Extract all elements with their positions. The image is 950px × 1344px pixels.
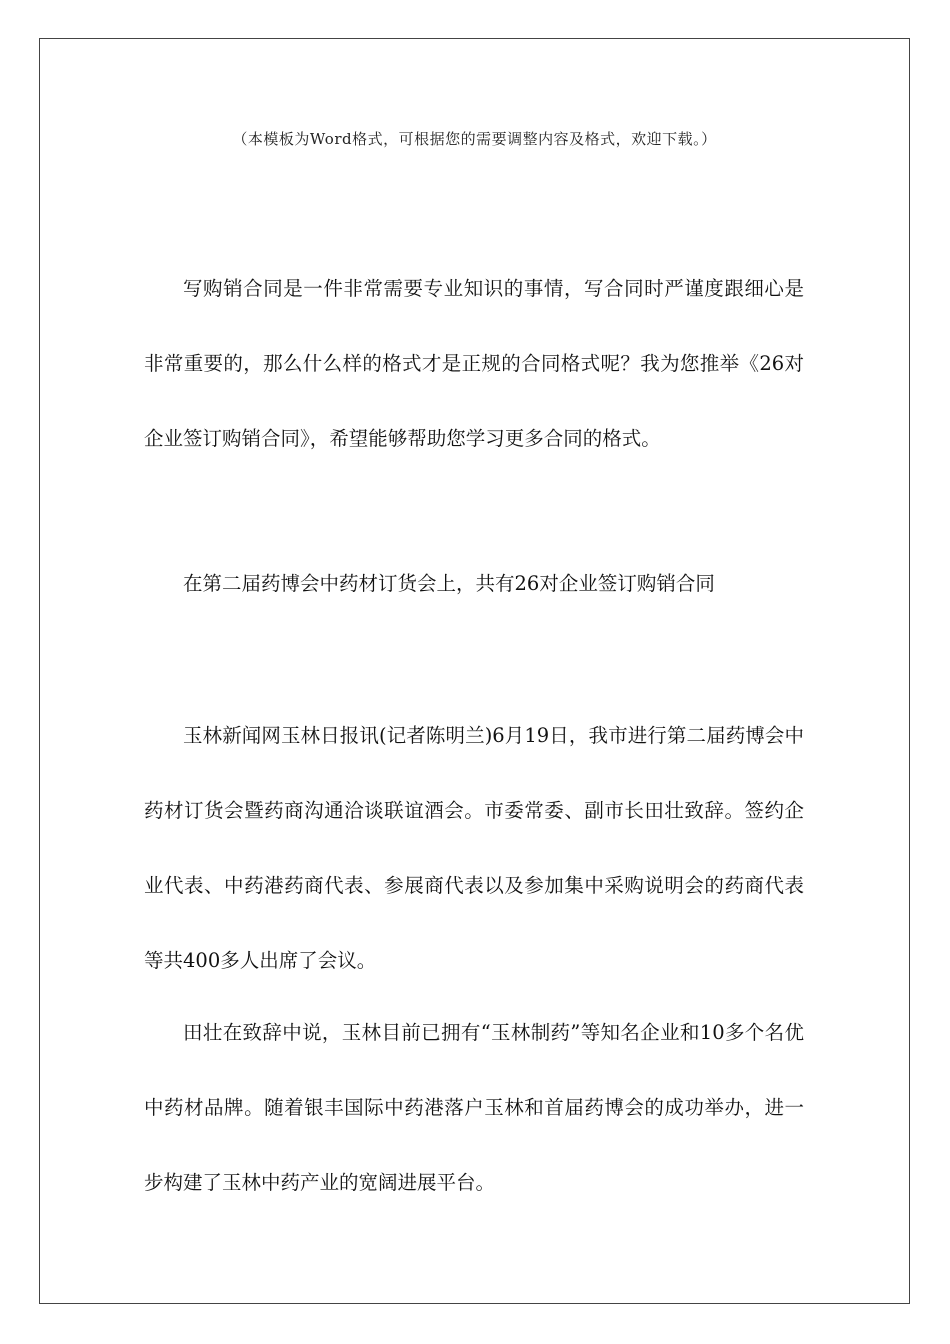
paragraph-speech: 田壮在致辞中说，玉林目前已拥有“玉林制药”等知名企业和10多个名优中药材品牌。随着银丰国际中药港落户玉林和首届药博会的成功举办，进一步构建了玉林中药产业的宽阔进展平台。 bbox=[144, 1021, 804, 1194]
paragraph-headline: 在第二届药博会中药材订货会上，共有26对企业签订购销合同 bbox=[183, 572, 715, 595]
paragraph-intro: 写购销合同是一件非常需要专业知识的事情，写合同时严谨度跟细心是非常重要的，那么什么样的格式才是正规的合同格式呢？我为您推举《26对企业签订购销合同》，希望能够帮助您学习更多合同的格式。 bbox=[144, 277, 804, 450]
template-note: （本模板为Word格式，可根据您的需要调整内容及格式，欢迎下载。） bbox=[232, 130, 717, 148]
paragraph-news-report: 玉林新闻网玉林日报讯(记者陈明兰)6月19日，我市进行第二届药博会中药材订货会暨药商沟通洽谈联谊酒会。市委常委、副市长田壮致辞。签约企业代表、中药港药商代表、参展商代表以及参加集中采购说明会的药商代表等共400多人出席了会议。 bbox=[144, 724, 804, 972]
